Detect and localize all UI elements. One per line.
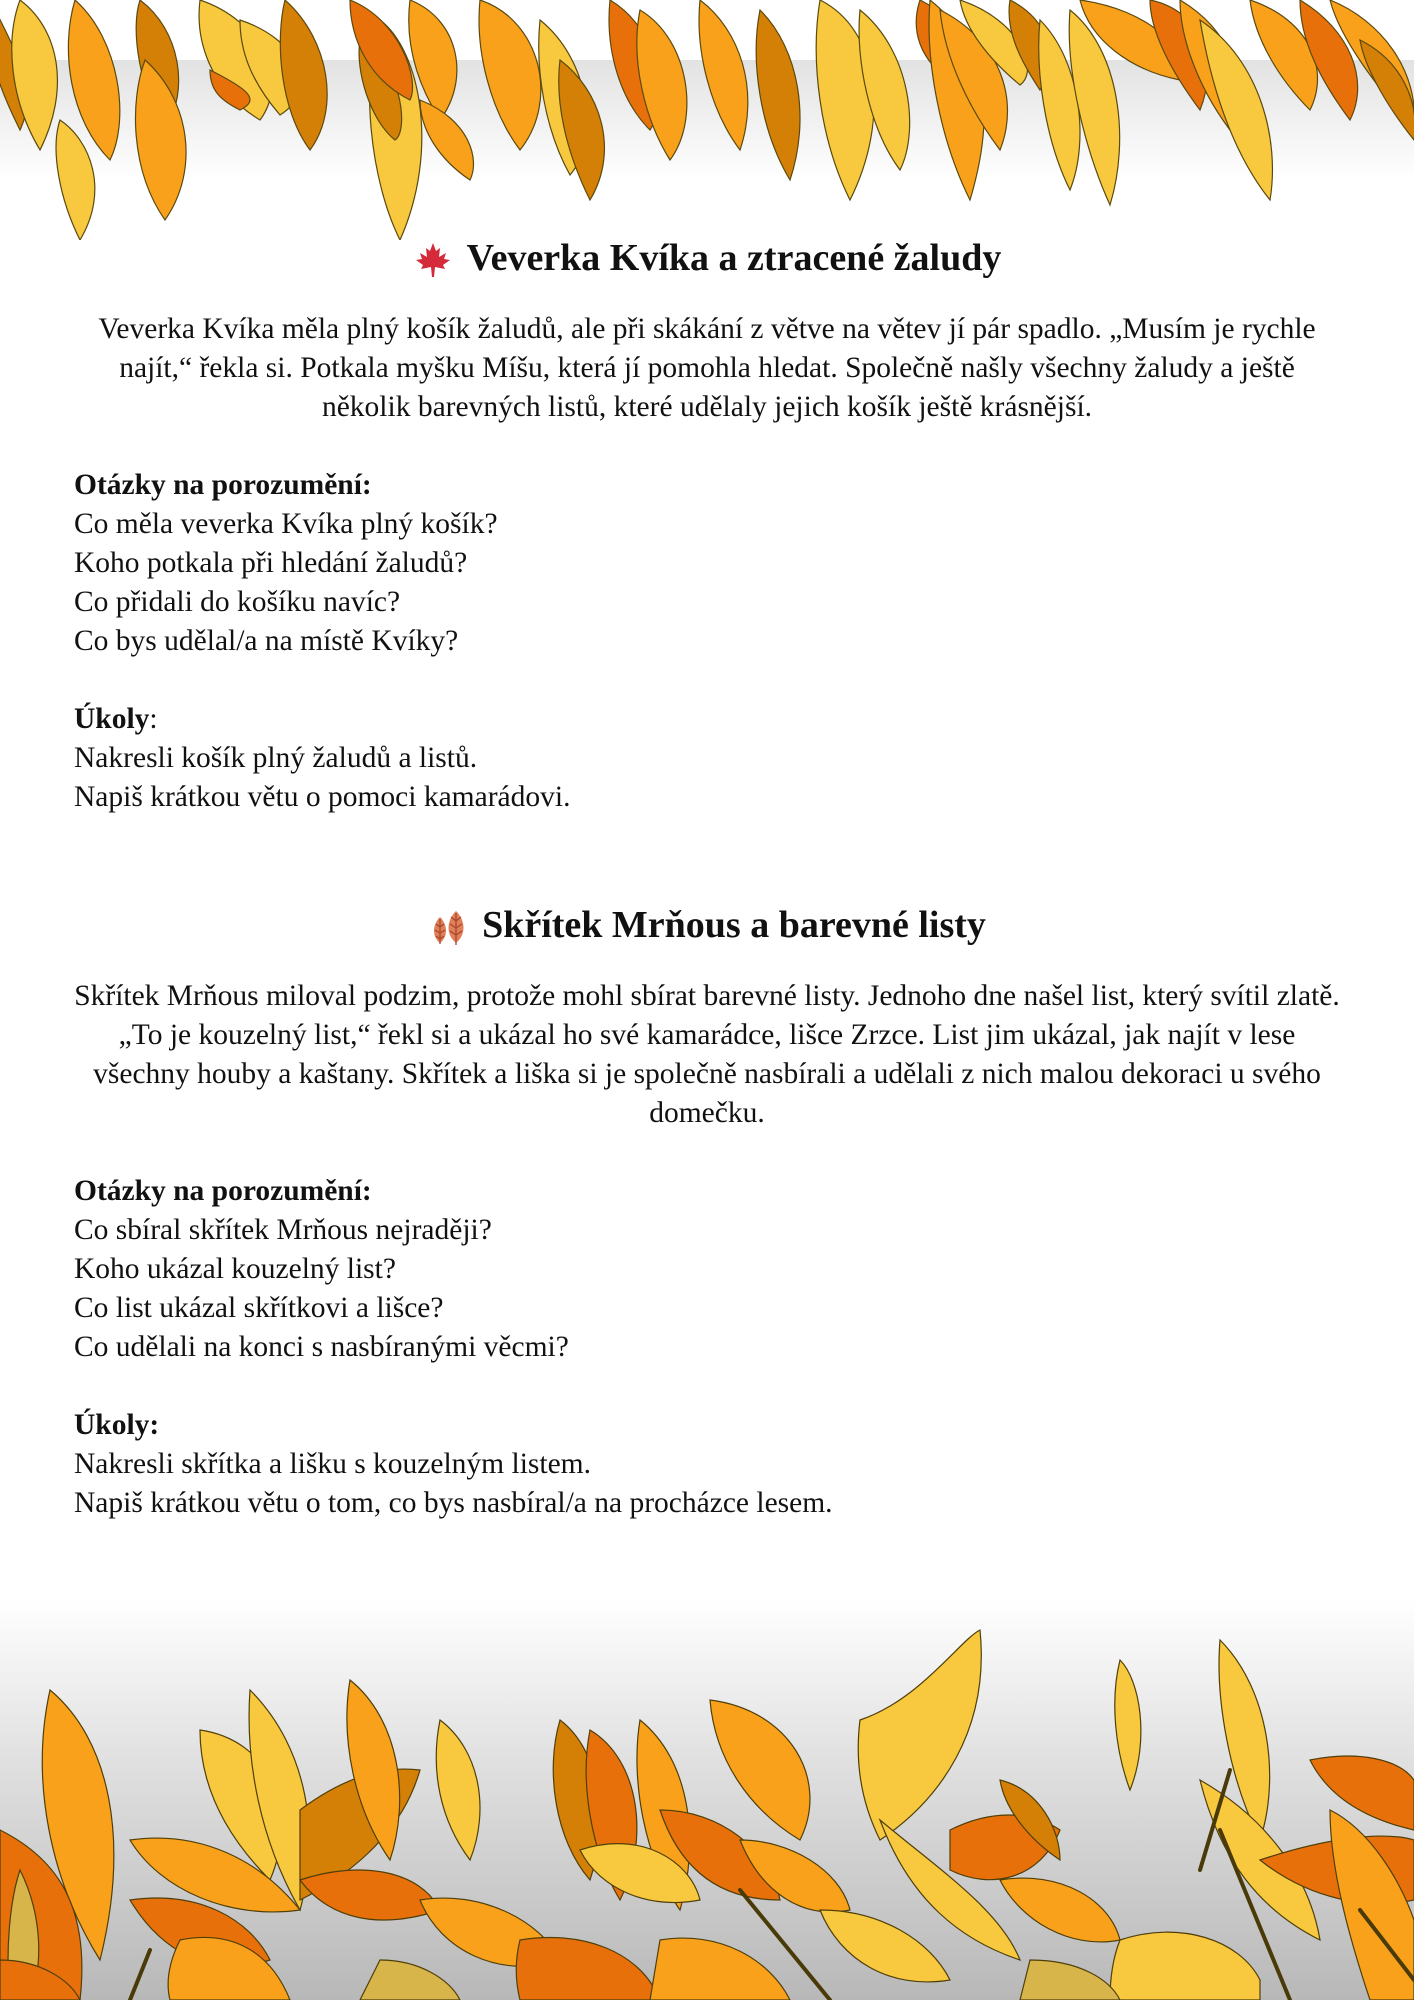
worksheet-content bbox=[74, 228, 1340, 1523]
task-item: Napiš krátkou větu o pomoci kamarádovi. bbox=[74, 781, 571, 813]
story-section bbox=[74, 895, 1340, 1523]
autumn-leaves-bottom-icon bbox=[0, 1580, 1414, 2000]
question-item: Co přidali do košíku navíc? bbox=[74, 586, 401, 618]
tasks-block bbox=[74, 700, 1340, 817]
tasks-block bbox=[74, 1406, 1340, 1523]
story-text: Veverka Kvíka měla plný košík žaludů, ale při skákání z větve na větev jí pár spadlo. „Musím je rychle najít,“ řekla si. Potkala myšku Míšu, která jí pomohla hledat. Společně našly všechny žaludy a ještě několik barevných listů, které udělaly jejich košík ještě krásnější. bbox=[98, 313, 1316, 423]
questions-label: Otázky na porozumění: bbox=[74, 1175, 372, 1207]
tasks-colon: : bbox=[149, 703, 158, 735]
story-title bbox=[74, 895, 1340, 955]
story-section bbox=[74, 228, 1340, 817]
questions-block bbox=[74, 466, 1340, 661]
task-item: Napiš krátkou větu o tom, co bys nasbíral/a na procházce lesem. bbox=[74, 1487, 833, 1519]
tasks-label: Úkoly: bbox=[74, 1409, 160, 1441]
story-text: Skřítek Mrňous miloval podzim, protože mohl sbírat barevné listy. Jednoho dne našel list, který svítil zlatě. „To je kouzelný list,“ řekl si a ukázal ho své kamarádce, lišce Zrzce. List jim ukázal, jak najít v lese všechny houby a kaštany. Skřítek a liška si je společně nasbírali a udělali z nich malou dekoraci u svého domečku. bbox=[74, 980, 1340, 1129]
maple-leaf-icon bbox=[413, 238, 453, 278]
task-item: Nakresli skřítka a lišku s kouzelným listem. bbox=[74, 1448, 591, 1480]
fallen-leaves-icon bbox=[428, 905, 468, 945]
story-title bbox=[74, 228, 1340, 288]
task-item: Nakresli košík plný žaludů a listů. bbox=[74, 742, 478, 774]
question-item: Co bys udělal/a na místě Kvíky? bbox=[74, 625, 459, 657]
top-autumn-leaves-decoration bbox=[0, 0, 1414, 240]
question-item: Co udělali na konci s nasbíranými věcmi? bbox=[74, 1331, 569, 1363]
question-item: Koho ukázal kouzelný list? bbox=[74, 1253, 396, 1285]
bottom-autumn-leaves-decoration bbox=[0, 1580, 1414, 2000]
questions-label: Otázky na porozumění: bbox=[74, 469, 372, 501]
tasks-label: Úkoly bbox=[74, 703, 150, 735]
question-item: Co měla veverka Kvíka plný košík? bbox=[74, 508, 498, 540]
autumn-leaves-top-icon bbox=[0, 0, 1414, 240]
questions-block bbox=[74, 1172, 1340, 1367]
story-title-text: Skřítek Mrňous a barevné listy bbox=[482, 904, 986, 946]
story-title-text: Veverka Kvíka a ztracené žaludy bbox=[466, 237, 1002, 279]
question-item: Co list ukázal skřítkovi a lišce? bbox=[74, 1292, 444, 1324]
tasks-heading bbox=[74, 1406, 1340, 1445]
question-item: Co sbíral skřítek Mrňous nejraději? bbox=[74, 1214, 492, 1246]
question-item: Koho potkala při hledání žaludů? bbox=[74, 547, 468, 579]
tasks-heading bbox=[74, 700, 1340, 739]
